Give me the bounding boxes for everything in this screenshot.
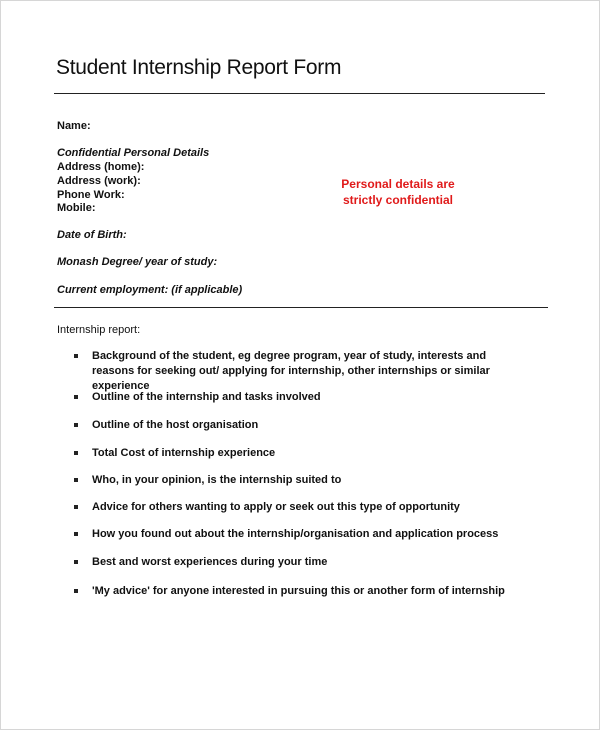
confidential-heading: Confidential Personal Details [57, 147, 210, 159]
date-of-birth-label: Date of Birth: [57, 229, 127, 241]
address-work-label: Address (work): [57, 175, 141, 187]
list-item: Total Cost of internship experience [92, 447, 276, 459]
bullet-icon [74, 395, 78, 399]
mobile-label: Mobile: [57, 202, 96, 214]
list-item: 'My advice' for anyone interested in pursuing this or another form of internship [92, 585, 505, 597]
page-title: Student Internship Report Form [56, 56, 342, 79]
confidential-notice [321, 176, 475, 208]
bullet-icon [74, 451, 78, 455]
bullet-icon [74, 560, 78, 564]
list-item: Best and worst experiences during your time [92, 556, 328, 568]
bullet-icon [74, 589, 78, 593]
title-divider [54, 93, 545, 94]
section-divider [54, 307, 548, 308]
report-heading: Internship report: [57, 324, 141, 336]
bullet-icon [74, 423, 78, 427]
bullet-icon [74, 354, 78, 358]
bullet-icon [74, 532, 78, 536]
name-label: Name: [57, 120, 91, 132]
list-item: Outline of the host organisation [92, 419, 259, 431]
list-item: Outline of the internship and tasks involved [92, 391, 321, 403]
confidential-notice-line1: Personal details are [341, 177, 455, 191]
confidential-notice-line2: strictly confidential [342, 193, 454, 207]
list-item: Advice for others wanting to apply or seek out this type of opportunity [92, 501, 460, 513]
list-item: How you found out about the internship/organisation and application process [92, 528, 499, 540]
list-item: Who, in your opinion, is the internship suited to [92, 474, 342, 486]
bullet-icon [74, 505, 78, 509]
employment-label: Current employment: (if applicable) [57, 284, 243, 296]
address-home-label: Address (home): [57, 161, 145, 173]
list-item: Background of the student, eg degree program, year of study, interests and reasons for seeking out/ applying for internship, other internships or similar experience [92, 350, 490, 392]
degree-label: Monash Degree/ year of study: [57, 256, 218, 268]
phone-work-label: Phone Work: [57, 189, 125, 201]
bullet-icon [74, 478, 78, 482]
